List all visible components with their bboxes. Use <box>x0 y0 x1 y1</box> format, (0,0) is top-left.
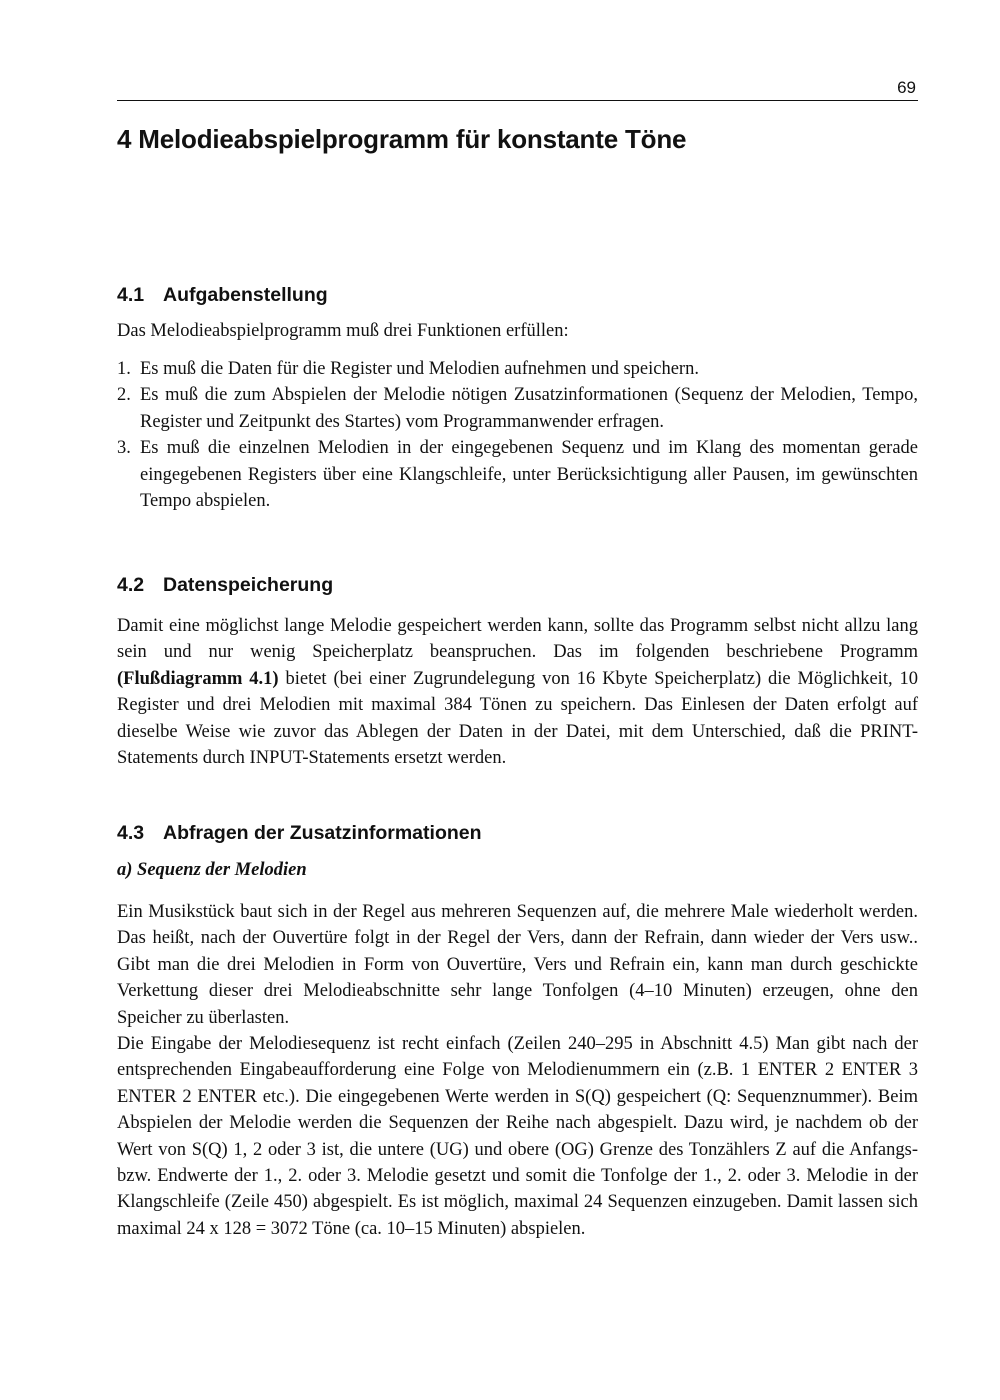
list-item <box>117 435 918 514</box>
section-4-3-paragraph-2: Die Eingabe der Melodiesequenz ist recht einfach (Zeilen 240–295 in Abschnitt 4.5) Man gibt nach der entsprechenden Eingabeaufforderung eine Folge von Melodienummern ein (z.B. 1 ENTER 2 ENTER 3 ENTER 2 ENTER etc.). Die eingegebenen Werte werden in S(Q) gespeichert (Q: Sequenznummer). Beim Abspielen der Melodie werden die Sequenzen der Reihe nach abgespielt. Dazu wird, je nachdem ob der Wert von S(Q) 1, 2 oder 3 ist, die untere (UG) und obere (OG) Grenze des Tonzählers Z auf die Anfangs- bzw. Endwerte der 1., 2. oder 3. Melodie gesetzt und somit die Tonfolge der 1., 2. oder 3. Melodie in der Klangschleife (Zeile 450) abgespielt. Es ist möglich, maximal 24 Sequenzen einzugeben. Damit lassen sich maximal 24 x 128 = 3072 Töne (ca. 10–15 Minuten) abspielen. <box>117 1034 918 1239</box>
subsection-heading-a: a) Sequenz der Melodien <box>117 860 307 880</box>
section-4-2-paragraph <box>117 613 918 771</box>
list-item <box>117 382 918 435</box>
list-item <box>117 356 918 382</box>
section-heading-4-1 <box>117 284 328 307</box>
list-item-text: Es muß die einzelnen Melodien in der eingegebenen Sequenz und im Klang des momentan gerade eingegebenen Registers über eine Klangschleife, unter Berücksichtigung aller Pausen, im gewünschten Tempo abspielen. <box>140 438 918 512</box>
section-heading-4-3 <box>117 822 482 845</box>
paragraph-text: bietet (bei einer Zugrundelegung von 16 Kbyte Speicherplatz) die Möglichkeit, 10 Register und drei Melodien mit maximal 384 Tönen zu speichern. Das Einlesen der Daten erfolgt auf dieselbe Weise wie zuvor das Ablegen der Daten in der Datei, mit dem Unterschied, daß die PRINT-Statements durch INPUT-Statements ersetzt werden. <box>117 668 918 769</box>
task-list <box>117 356 918 514</box>
paragraph-text: Damit eine möglichst lange Melodie gespeichert werden kann, sollte das Programm selbst nicht allzu lang sein und nur wenig Speicherplatz beanspruchen. Das im folgenden beschriebene Programm <box>117 616 918 663</box>
section-title: Datenspeicherung <box>163 574 334 596</box>
section-number: 4.2 <box>117 574 145 596</box>
section-number: 4.1 <box>117 284 145 306</box>
section-title: Abfragen der Zusatzinformationen <box>163 822 482 844</box>
figure-reference: (Flußdiagramm 4.1) <box>117 668 279 689</box>
page-number: 69 <box>897 78 916 97</box>
section-heading-4-2 <box>117 574 333 597</box>
section-title: Aufgabenstellung <box>163 284 328 306</box>
list-item-text: Es muß die Daten für die Register und Melodien aufnehmen und speichern. <box>140 359 699 379</box>
section-4-1-intro: Das Melodieabspielprogramm muß drei Funktionen erfüllen: <box>117 321 569 341</box>
list-item-number: 2. <box>117 385 131 406</box>
list-item-number: 3. <box>117 438 131 459</box>
section-4-3-paragraph-1: Ein Musikstück baut sich in der Regel aus mehreren Sequenzen auf, die mehrere Male wiederholt werden. Das heißt, nach der Ouvertüre folgt in der Regel der Vers, dann der Refrain, dann wieder der Vers usw.. Gibt man die drei Melodien in Form von Ouvertüre, Vers und Refrain ein, kann man durch geschickte Verkettung dieser drei Melodieabschnitte sehr lange Tonfolgen (4–10 Minuten) erzeugen, ohne den Speicher zu überlasten. <box>117 902 918 1028</box>
chapter-title: 4 Melodieabspielprogramm für konstante Töne <box>117 124 687 154</box>
section-number: 4.3 <box>117 822 145 844</box>
header-rule <box>117 100 918 101</box>
list-item-number: 1. <box>117 359 131 379</box>
list-item-text: Es muß die zum Abspielen der Melodie nötigen Zusatzinformationen (Sequenz der Melodien, Tempo, Register und Zeitpunkt des Startes) vom Programmanwender erfragen. <box>140 385 918 432</box>
